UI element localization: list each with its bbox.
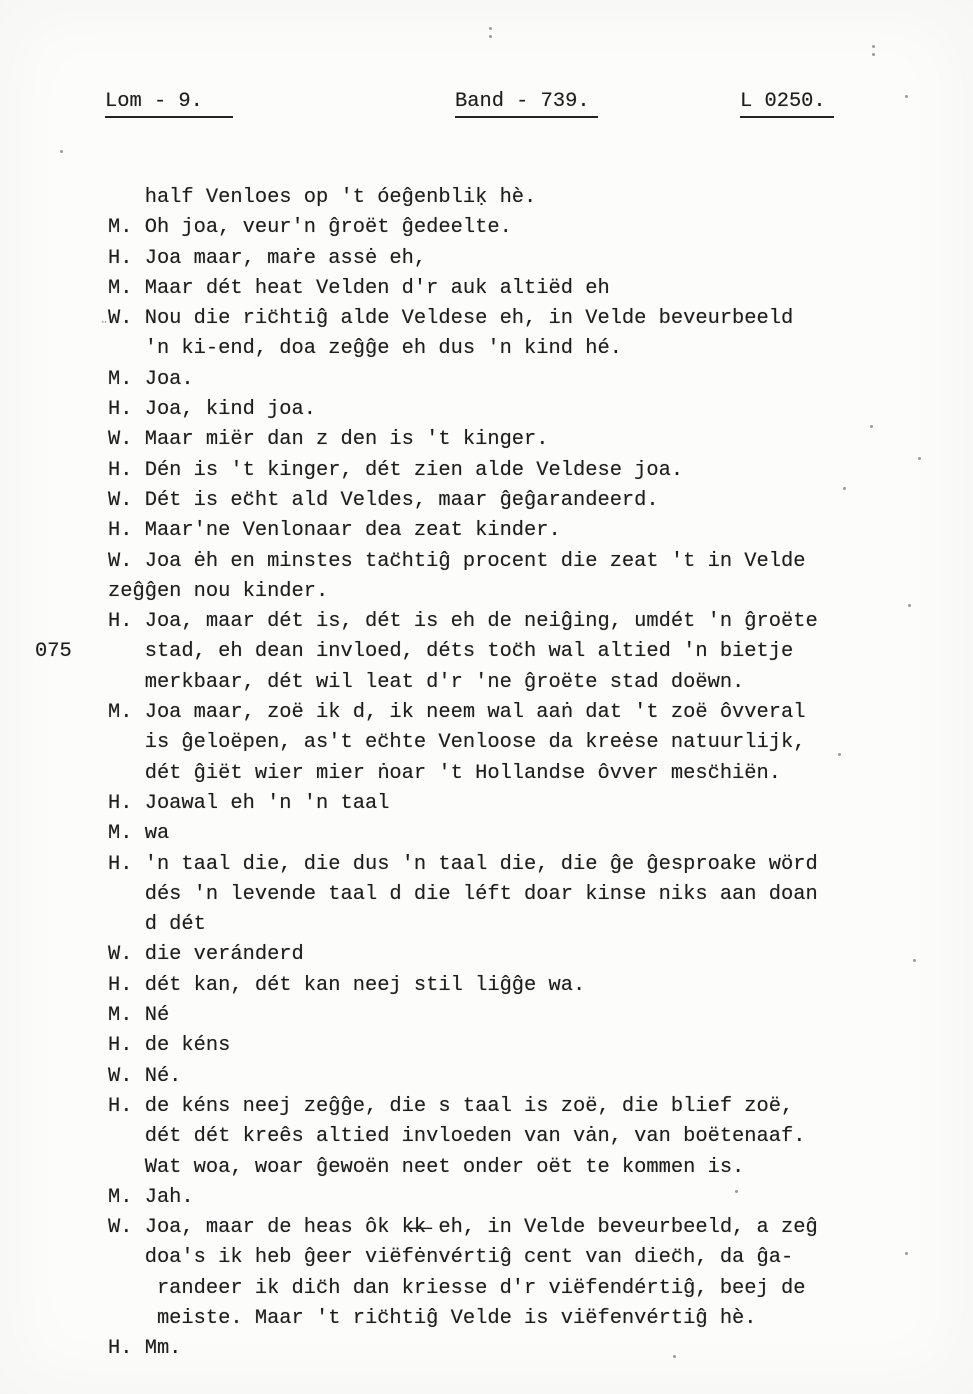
transcript-line: H. de kéns neej zeĝĝe, die s taal is zoë, die blief zoë,: [108, 1094, 794, 1118]
scan-speck: [905, 1252, 908, 1255]
scan-speck: [918, 457, 921, 460]
transcript-line: half Venloes op 't óeĝenbliḳ hè.: [108, 186, 537, 209]
transcript-line: Wat woa, woar ĝewoën neet onder oët te kommen is.: [108, 1155, 745, 1179]
transcript-line: M. Oh joa, veur'n ĝroët ĝedeelte.: [108, 216, 512, 240]
margin-note: 075: [35, 640, 72, 663]
transcript-line: M. Maar dét heat Velden d'r auk altiëd eh: [108, 276, 610, 300]
scan-speck: [489, 27, 492, 30]
transcript-line: W. Nou die ric̈htiĝ alde Veldese eh, in Velde beveurbeeld: [108, 307, 794, 331]
transcript-line: H. Joawal eh 'n 'n taal: [108, 791, 390, 815]
scan-speck: [908, 604, 911, 607]
transcript-line: M. Joa.: [108, 367, 194, 391]
transcript-line: dét ĝiët wier mier ṅoar 't Hollandse ôvver mesc̈hiën.: [108, 761, 782, 785]
header-archive-ref: L 0250.: [740, 90, 834, 118]
transcript-line: M. wa: [108, 822, 170, 846]
transcript-line: stad, eh dean invloed, déts toc̈h wal altied 'n bietje: [108, 640, 794, 664]
transcript-line: H. de kéns: [108, 1034, 231, 1058]
stray-mark: ¨: [100, 320, 107, 336]
transcript-line: W. die veránderd: [108, 943, 304, 967]
transcript-line: H. Dén is 't kinger, dét zien alde Veldese joa.: [108, 458, 684, 482]
scan-speck: [838, 753, 841, 756]
transcript-line: W. Né.: [108, 1064, 182, 1088]
transcript-line: H. 'n taal die, die dus 'n taal die, die ĝe ĝesproake wörd: [108, 852, 818, 876]
scan-speck: [60, 150, 63, 153]
transcript-line: H. Joa maar, maṙe assė eh,: [108, 246, 427, 270]
transcript-line: dét dét kreês altied invloeden van vȧn, van boëtenaaf.: [108, 1125, 806, 1149]
transcript-line: M. Joa maar, zoë ik d, ik neem wal aaṅ dat 't zoë ôvveral: [108, 701, 806, 725]
header-doc-ref: Lom - 9.: [105, 90, 233, 118]
scan-speck: [872, 53, 875, 56]
scan-speck: [905, 95, 908, 98]
scan-speck: [673, 1355, 676, 1358]
transcript-line: H. Joa, maar dét is, dét is eh de neiĝing, umdét 'n ĝroëte: [108, 610, 818, 634]
scan-speck: [870, 425, 873, 428]
transcript-line: W. Dét is ec̈ht ald Veldes, maar ĝeĝarandeerd.: [108, 488, 659, 512]
transcript-line: H. Mm.: [108, 1337, 182, 1361]
transcript-line: H. dét kan, dét kan neej stil liĝĝe wa.: [108, 973, 586, 997]
transcript-line: H. Maar'ne Venlonaar dea zeat kinder.: [108, 519, 561, 543]
scan-speck: [735, 1190, 738, 1193]
transcript-line: dés 'n levende taal d die léft doar kinse niks aan doan: [108, 882, 818, 906]
scan-speck: [872, 45, 875, 48]
transcript-line: W. Maar miër dan z den is 't kinger.: [108, 428, 549, 452]
transcript-line: M. Jah.: [108, 1185, 194, 1209]
scan-speck: [489, 35, 492, 38]
transcript-line: zeĝĝen nou kinder.: [108, 579, 329, 603]
transcript-line: randeer ik dic̈h dan kriesse d'r viëfendértiĝ, beej de: [108, 1276, 806, 1300]
transcript-line: H. Joa, kind joa.: [108, 398, 317, 422]
transcript-line: W. Joa, maar de heas ôk k̶k̶ eh, in Velde beveurbeeld, a zeĝ: [108, 1216, 818, 1240]
transcript-line: merkbaar, dét wil leat d'r 'ne ĝroëte stad doëwn.: [108, 670, 745, 694]
header-band-ref: Band - 739.: [455, 90, 598, 118]
scan-speck: [913, 959, 916, 962]
scan-speck: [843, 487, 846, 490]
transcript-line: M. Né: [108, 1004, 170, 1028]
transcript-line: W. Joa ėh en minstes tac̈htiĝ procent die zeat 't in Velde: [108, 549, 806, 573]
transcript-line: meiste. Maar 't ric̈htiĝ Velde is viëfenvértiĝ hè.: [108, 1306, 757, 1330]
transcript-line: 'n ki-end, doa zeĝĝe eh dus 'n kind hé.: [108, 337, 622, 361]
transcript-line: is ĝeloëpen, as't ec̈hte Venloose da kreėse natuurlijk,: [108, 731, 806, 755]
transcript: [108, 183, 968, 1365]
transcript-line: d dét: [108, 913, 206, 937]
transcript-line: doa's ik heb ĝeer viëfėnvértiĝ cent van diec̈h, da ĝa-: [108, 1246, 794, 1270]
